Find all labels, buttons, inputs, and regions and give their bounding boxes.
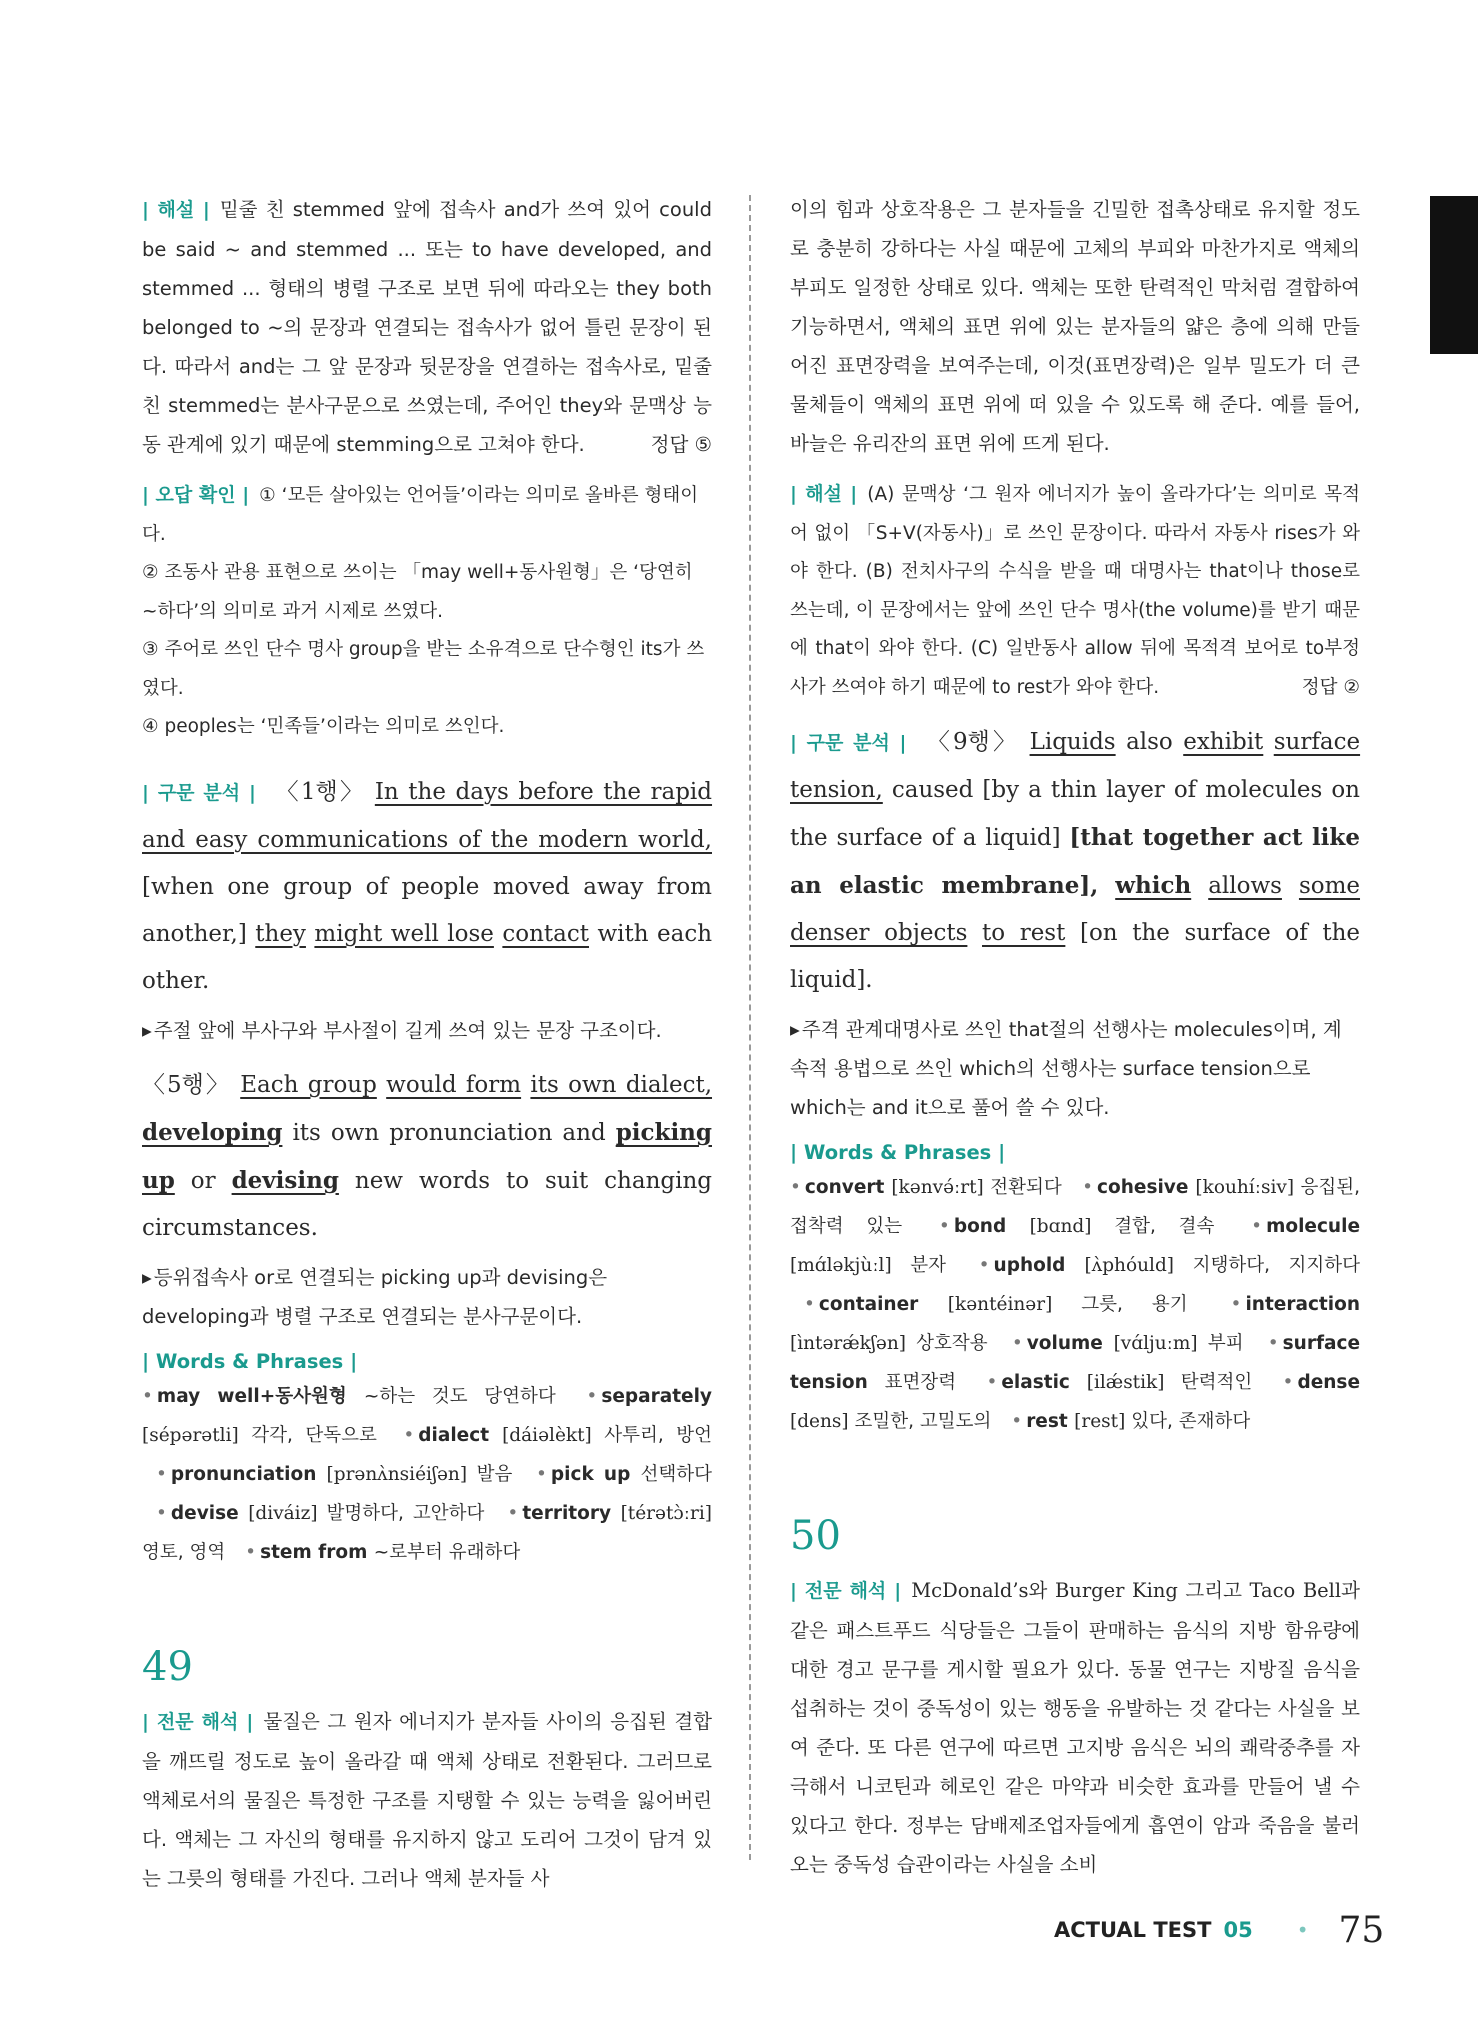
- explanation-text: 밑줄 친 stemmed 앞에 접속사 and가 쓰여 있어 could be said ~ and stemmed ... 또는 to have developed, and stemmed ... 형태의 병렬 구조로 보면 뒤에 따라오는 they both belonged to ~의 문장과 연결되는 접속사가 없어 틀린 문장이 된다. 따라서 and는 그 앞 문장과 뒷문장을 연결하는 접속사로, 밑줄 친 stemmed는 분사구문으로 쓰였는데, 주어인 they와 문맥상 능동 관계에 있기 때문에 stemming으로 고쳐야 한다.: [142, 198, 712, 456]
- word-term: separately: [601, 1385, 712, 1407]
- translation-49-cont: 이의 힘과 상호작용은 그 분자들을 긴밀한 접촉상태로 유지할 정도로 충분히 강하다는 사실 때문에 고체의 부피와 마찬가지로 액체의 부피도 일정한 상태로 있다. 액체는 또한 탄력적인 막처럼 결합하여 기능하면서, 액체의 표면 위에 있는 분자들의 얇은 층에 의해 만들어진 표면장력을 보여주는데, 이것(표면장력)은 일부 밀도가 더 큰 물체들이 액체의 표면 위에 떠 있을 수 있도록 해 준다. 예를 들어, 바늘은 유리잔의 표면 위에 뜨게 된다.: [790, 198, 1360, 455]
- word-pronunciation: [vɑ́ljuːm]: [1113, 1333, 1208, 1354]
- word-term: container: [818, 1294, 948, 1315]
- explanation-49: [790, 475, 1360, 707]
- word-entry: [790, 1177, 1062, 1198]
- translation-tag: | 전문 해석 |: [142, 1710, 254, 1733]
- word-term: elastic: [1001, 1372, 1087, 1393]
- bullet-icon: •: [978, 1255, 990, 1276]
- word-entry: [998, 1333, 1244, 1354]
- subject: Liquids: [1029, 729, 1116, 755]
- relative-clause: [that together act like an elastic membrane],: [790, 824, 1360, 899]
- word-pronunciation: [dens]: [790, 1411, 855, 1432]
- sentence-rest: [on the surface of the liquid].: [790, 920, 1361, 993]
- word-term: dialect: [418, 1424, 503, 1446]
- wrong-answer-tag: | 오답 확인 |: [142, 484, 250, 506]
- bullet-icon: •: [507, 1502, 519, 1524]
- word-entry: [142, 1386, 556, 1407]
- adverb-phrase: In the days before the rapid and easy communications of the modern world,: [142, 778, 713, 853]
- bullet-icon: •: [1251, 1216, 1263, 1237]
- word-pronunciation: [sépərətli]: [142, 1424, 252, 1446]
- bullet-icon: •: [403, 1424, 415, 1446]
- word-pronunciation: [ilǽstik]: [1086, 1372, 1181, 1393]
- chapter-edge-tab: [1430, 196, 1478, 354]
- line-ref: 〈5행〉: [142, 1071, 231, 1098]
- word-pronunciation: [dáiəlèkt]: [502, 1424, 605, 1446]
- word-entry: [142, 1464, 512, 1485]
- word-meaning: ~하는 것도 당연하다: [363, 1385, 556, 1407]
- word-term: cohesive: [1097, 1177, 1196, 1198]
- answer-49: 정답 ②: [1301, 676, 1360, 698]
- syntax-sentence-1: [142, 769, 712, 1005]
- word-meaning: 발명하다, 고안하다: [326, 1502, 485, 1524]
- question-number-50: 50: [790, 1513, 841, 1559]
- syntax-sentence-2: [142, 1062, 712, 1252]
- verb: would form: [386, 1071, 522, 1098]
- right-column: [790, 190, 1360, 1896]
- word-term: uphold: [993, 1255, 1085, 1276]
- word-meaning: 전환되다: [990, 1177, 1062, 1198]
- bullet-icon: •: [156, 1463, 167, 1485]
- line-ref: 〈1행〉: [275, 778, 366, 805]
- word-entry: [925, 1216, 1214, 1237]
- word-meaning: 표면장력: [884, 1372, 957, 1393]
- bullet-icon: •: [986, 1372, 998, 1393]
- word-pronunciation: [térətɔ̀ːri]: [620, 1502, 712, 1524]
- word-meaning: 있다, 존재하다: [1131, 1411, 1251, 1432]
- wrong-answer-item: ② 조동사 관용 표현으로 쓰이는 「may well+동사원형」은 ‘당연히 ~하다’의 의미로 과거 시제로 쓰였다.: [142, 562, 693, 622]
- word-term: may well+동사원형: [156, 1385, 364, 1407]
- word-entry: [997, 1411, 1250, 1432]
- word-pronunciation: [kouhíːsiv]: [1195, 1177, 1301, 1198]
- subject: they: [255, 920, 306, 947]
- relative-verb: allows: [1208, 873, 1282, 899]
- subject: Each group: [240, 1071, 377, 1098]
- word-meaning: 조밀한, 고밀도의: [854, 1411, 992, 1432]
- word-entry: [972, 1372, 1252, 1393]
- word-term: surface tension: [790, 1333, 1361, 1393]
- word-term: bond: [953, 1216, 1030, 1237]
- explanation-tag: | 해설 |: [790, 483, 858, 505]
- translation-text: 물질은 그 원자 에너지가 분자들 사이의 응집된 결합을 깨뜨릴 정도로 높이 올라갈 때 액체 상태로 전환된다. 그러므로 액체로서의 물질은 특정한 구조를 지탱할 수 있는 능력을 잃어버린다. 액체는 그 자신의 형태를 유지하지 않고 도리어 그것이 담겨 있는 그릇의 형태를 가진다. 그러나 액체 분자들 사: [142, 1709, 713, 1890]
- syntax-note-3: ▸ 주격 관계대명사로 쓰인 that절의 선행사는 molecules이며, 계속적 용법으로 쓰인 which의 선행사는 surface tension으로 which는 and it으로 풀어 쓸 수 있다.: [790, 1010, 1360, 1127]
- participle-3: devising: [231, 1166, 339, 1194]
- translation-50: [790, 1571, 1360, 1884]
- word-term: convert: [804, 1177, 892, 1198]
- word-pronunciation: [ʌ̀phóuld]: [1084, 1255, 1193, 1276]
- bullet-icon: •: [1011, 1333, 1023, 1354]
- relative-subject: which: [1115, 872, 1192, 899]
- line-ref: 〈9행〉: [926, 729, 1020, 755]
- word-meaning: 지탱하다, 지지하다: [1192, 1255, 1360, 1276]
- word-term: devise: [170, 1502, 249, 1524]
- word-term: territory: [522, 1502, 621, 1524]
- word-meaning: 그릇, 용기: [1081, 1294, 1188, 1315]
- word-entry: [965, 1255, 1360, 1276]
- word-meaning: 분자: [910, 1255, 947, 1276]
- word-entry: [522, 1464, 712, 1485]
- bullet-icon: •: [156, 1502, 167, 1524]
- footer-label: ACTUAL TEST: [1054, 1918, 1212, 1942]
- word-meaning: 사투리, 방언: [604, 1424, 713, 1446]
- object-complement: to rest: [982, 920, 1066, 946]
- bullet-icon: •: [536, 1463, 547, 1485]
- bullet-icon: •: [1011, 1411, 1023, 1432]
- bullet-icon: •: [1082, 1177, 1094, 1198]
- word-entry: [231, 1542, 520, 1563]
- word-entry: [142, 1503, 484, 1524]
- wrong-answer-item: ③ 주어로 쓰인 단수 명사 group을 받는 소유격으로 단수형인 its가 쓰였다.: [142, 639, 705, 699]
- explanation-text: (A) 문맥상 ‘그 원자 에너지가 높이 올라가다’는 의미로 목적어 없이 「S+V(자동사)」로 쓰인 문장이다. 따라서 자동사 rises가 와야 한다. (B) 전치사구의 수식을 받을 때 대명사는 that이나 those로 쓰는데, 이 문장에서는 앞에 쓰인 단수 명사(the volume)를 받기 때문에 that이 와야 한다. (C) 일반동사 allow 뒤에 목적격 보어로 to부정사가 쓰여야 하기 때문에 to rest가 와야 한다.: [790, 484, 1360, 698]
- participle-1: developing: [142, 1118, 283, 1146]
- word-meaning: 탄력적인: [1180, 1372, 1253, 1393]
- participle-phrase: caused [by a thin layer of molecules on the surface of a liquid]: [790, 777, 1360, 851]
- verb: exhibit: [1183, 729, 1264, 755]
- translation-49: [142, 1702, 712, 1898]
- word-pronunciation: [kənvə́ːrt]: [891, 1177, 991, 1198]
- word-meaning: 상호작용: [916, 1333, 988, 1354]
- word-meaning: 부피: [1207, 1333, 1244, 1354]
- word-meaning: 결합, 결속: [1114, 1216, 1215, 1237]
- words-heading: | Words & Phrases |: [790, 1141, 1006, 1164]
- syntax-sentence-3: [790, 719, 1360, 1004]
- word-entry: [389, 1425, 712, 1446]
- question-number-49: 49: [142, 1643, 193, 1690]
- bullet-icon: •: [586, 1385, 598, 1407]
- word-pronunciation: [mɑ́ləkjùːl]: [790, 1255, 911, 1276]
- footer-test-number: 05: [1223, 1918, 1253, 1942]
- relative-object: some denser objects: [790, 873, 1361, 946]
- explanation-tag: | 해설 |: [142, 199, 210, 221]
- word-term: pick up: [550, 1463, 641, 1485]
- wrong-answer-item: [142, 476, 712, 554]
- word-term: volume: [1026, 1333, 1114, 1354]
- word-pronunciation: [ìntərǽkʃən]: [790, 1333, 917, 1354]
- left-column: [142, 190, 712, 1910]
- translation-text: McDonald’s와 Burger King 그리고 Taco Bell과 같은 패스트푸드 식당들은 그들이 판매하는 음식의 지방 함유량에 대한 경고 문구를 게시할 필요가 있다. 동물 연구는 지방질 음식을 섭취하는 것이 중독성이 있는 행동을 유발하는 것 같다는 사실을 보여 준다. 또 다른 연구에 따르면 고지방 음식은 뇌의 쾌락중추를 자극해서 니코틴과 헤로인 같은 마약과 비슷한 효과를 만들어 낼 수 있다고 한다. 정부는 담배제조업자들에게 흡연이 암과 죽음을 불러 오는 중독성 습관이라는 사실을 소비: [790, 1579, 1360, 1876]
- words-list: [142, 1377, 712, 1572]
- verb: might well lose: [314, 920, 494, 947]
- word-pronunciation: [bɑnd]: [1029, 1216, 1115, 1237]
- bullet-icon: •: [938, 1216, 950, 1237]
- object: its own dialect,: [530, 1071, 713, 1098]
- explanation-48: [142, 190, 712, 464]
- participle-text: its own pronunciation and: [292, 1119, 606, 1146]
- word-term: interaction: [1245, 1294, 1360, 1315]
- page-number: 75: [1338, 1909, 1385, 1951]
- word-pronunciation: [kəntéinər]: [947, 1294, 1082, 1315]
- bullet-icon: •: [804, 1294, 815, 1315]
- word-meaning: 응집된, 접착력 있는: [790, 1177, 1360, 1237]
- bullet-icon: •: [790, 1177, 801, 1198]
- word-term: dense: [1297, 1372, 1360, 1393]
- bullet-icon: •: [1267, 1333, 1279, 1354]
- word-meaning: 발음: [476, 1463, 513, 1485]
- words-list: [790, 1168, 1360, 1441]
- wrong-item-1: ① ‘모든 살아있는 언어들’이라는 의미로 올바른 형태이다.: [142, 485, 699, 545]
- object: surface tension,: [790, 729, 1361, 803]
- page-footer: [1054, 1905, 1384, 1955]
- word-term: stem from: [260, 1541, 374, 1563]
- bullet-icon: •: [142, 1385, 153, 1407]
- syntax-tag: | 구문 분석 |: [142, 781, 256, 804]
- word-pronunciation: [prənʌ̀nsiéiʃən]: [326, 1463, 477, 1485]
- adverb: also: [1126, 729, 1173, 755]
- syntax-tag: | 구문 분석 |: [790, 732, 907, 754]
- bullet-icon: •: [1282, 1372, 1294, 1393]
- word-term: molecule: [1266, 1216, 1360, 1237]
- bullet-icon: •: [1230, 1294, 1242, 1315]
- sentence-rest: with each other.: [142, 920, 713, 994]
- bullet-icon: •: [245, 1541, 257, 1563]
- translation-tag: | 전문 해석 |: [790, 1580, 902, 1602]
- conjunction: or: [190, 1167, 216, 1194]
- column-divider: [749, 195, 751, 1860]
- word-meaning: 선택하다: [640, 1463, 712, 1485]
- word-meaning: 영토, 영역: [142, 1541, 226, 1563]
- word-entry: [790, 1294, 1188, 1315]
- participle-2: picking up: [142, 1118, 712, 1194]
- word-term: rest: [1026, 1411, 1075, 1432]
- words-heading: | Words & Phrases |: [142, 1349, 358, 1373]
- syntax-note-1: ▸ 주절 앞에 부사구와 부사절이 길게 쓰여 있는 문장 구조이다.: [142, 1011, 712, 1050]
- footer-dot: •: [1296, 1918, 1309, 1942]
- word-meaning: 각각, 단독으로: [251, 1424, 377, 1446]
- wrong-answer-item: ④ peoples는 ‘민족들’이라는 의미로 쓰인다.: [142, 716, 505, 737]
- object: contact: [502, 920, 589, 947]
- adverb-clause: [when one group of people moved away from another,]: [142, 873, 712, 947]
- participle-text: new words to suit changing circumstances.: [142, 1167, 713, 1241]
- word-term: pronunciation: [170, 1463, 327, 1485]
- word-pronunciation: [diváiz]: [248, 1502, 327, 1524]
- word-pronunciation: [rest]: [1074, 1411, 1132, 1432]
- syntax-note-2: ▸ 등위접속사 or로 연결되는 picking up과 devising은 developing과 병렬 구조로 연결되는 분사구문이다.: [142, 1258, 712, 1336]
- word-meaning: ~로부터 유래하다: [373, 1541, 521, 1563]
- answer-48: 정답 ⑤: [650, 433, 712, 456]
